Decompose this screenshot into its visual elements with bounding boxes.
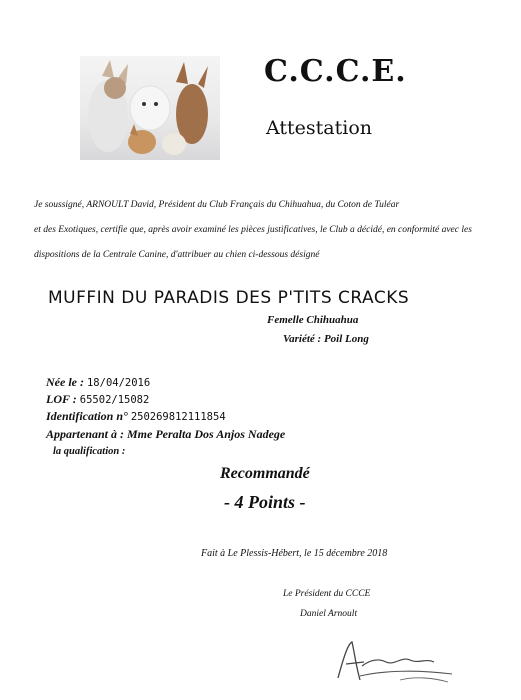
dog-name: MUFFIN DU PARADIS DES P'TITS CRACKS: [48, 288, 410, 308]
handwritten-signature: [330, 636, 460, 686]
identification-value: 250269812111854: [130, 411, 226, 423]
points: - 4 Points -: [224, 492, 306, 512]
lof-value: 65502/15082: [79, 394, 150, 406]
identification-row: [46, 409, 226, 424]
grade: Recommandé: [220, 465, 310, 482]
document-title: Attestation: [266, 117, 373, 139]
lof-label: LOF :: [46, 392, 77, 406]
owner-label: Appartenant à :: [46, 427, 125, 441]
dogs-illustration: [80, 56, 220, 160]
organization-acronym: C.C.C.E.: [264, 54, 407, 89]
lof-row: [46, 392, 149, 407]
birth-date-row: [46, 375, 150, 390]
owner-row: [46, 427, 285, 442]
qualification-label: la qualification :: [53, 446, 126, 457]
place-date: Fait à Le Plessis-Hébert, le 15 décembre 2018: [201, 548, 388, 559]
intro-paragraph: [34, 193, 492, 268]
intro-line: Je soussigné, ARNOULT David, Président du Club Français du Chihuahua, du Coton de Tuléar: [34, 200, 400, 210]
birth-date-value: 18/04/2016: [86, 377, 151, 389]
intro-line: et des Exotiques, certifie que, après avoir examiné les pièces justificatives, le Club a décidé, en conformité avec les: [34, 225, 472, 235]
signer-title: Le Président du CCCE: [283, 589, 371, 599]
dogs-photo: [80, 56, 220, 160]
identification-label: Identification n°: [46, 409, 128, 423]
intro-line: dispositions de la Centrale Canine, d'attribuer au chien ci-dessous désigné: [34, 250, 320, 260]
sex-breed: Femelle Chihuahua: [267, 314, 359, 326]
variety: Variété : Poil Long: [283, 333, 369, 345]
owner-value: Mme Peralta Dos Anjos Nadege: [127, 427, 286, 441]
signer-name: Daniel Arnoult: [300, 609, 358, 619]
birth-date-label: Née le :: [46, 375, 84, 389]
